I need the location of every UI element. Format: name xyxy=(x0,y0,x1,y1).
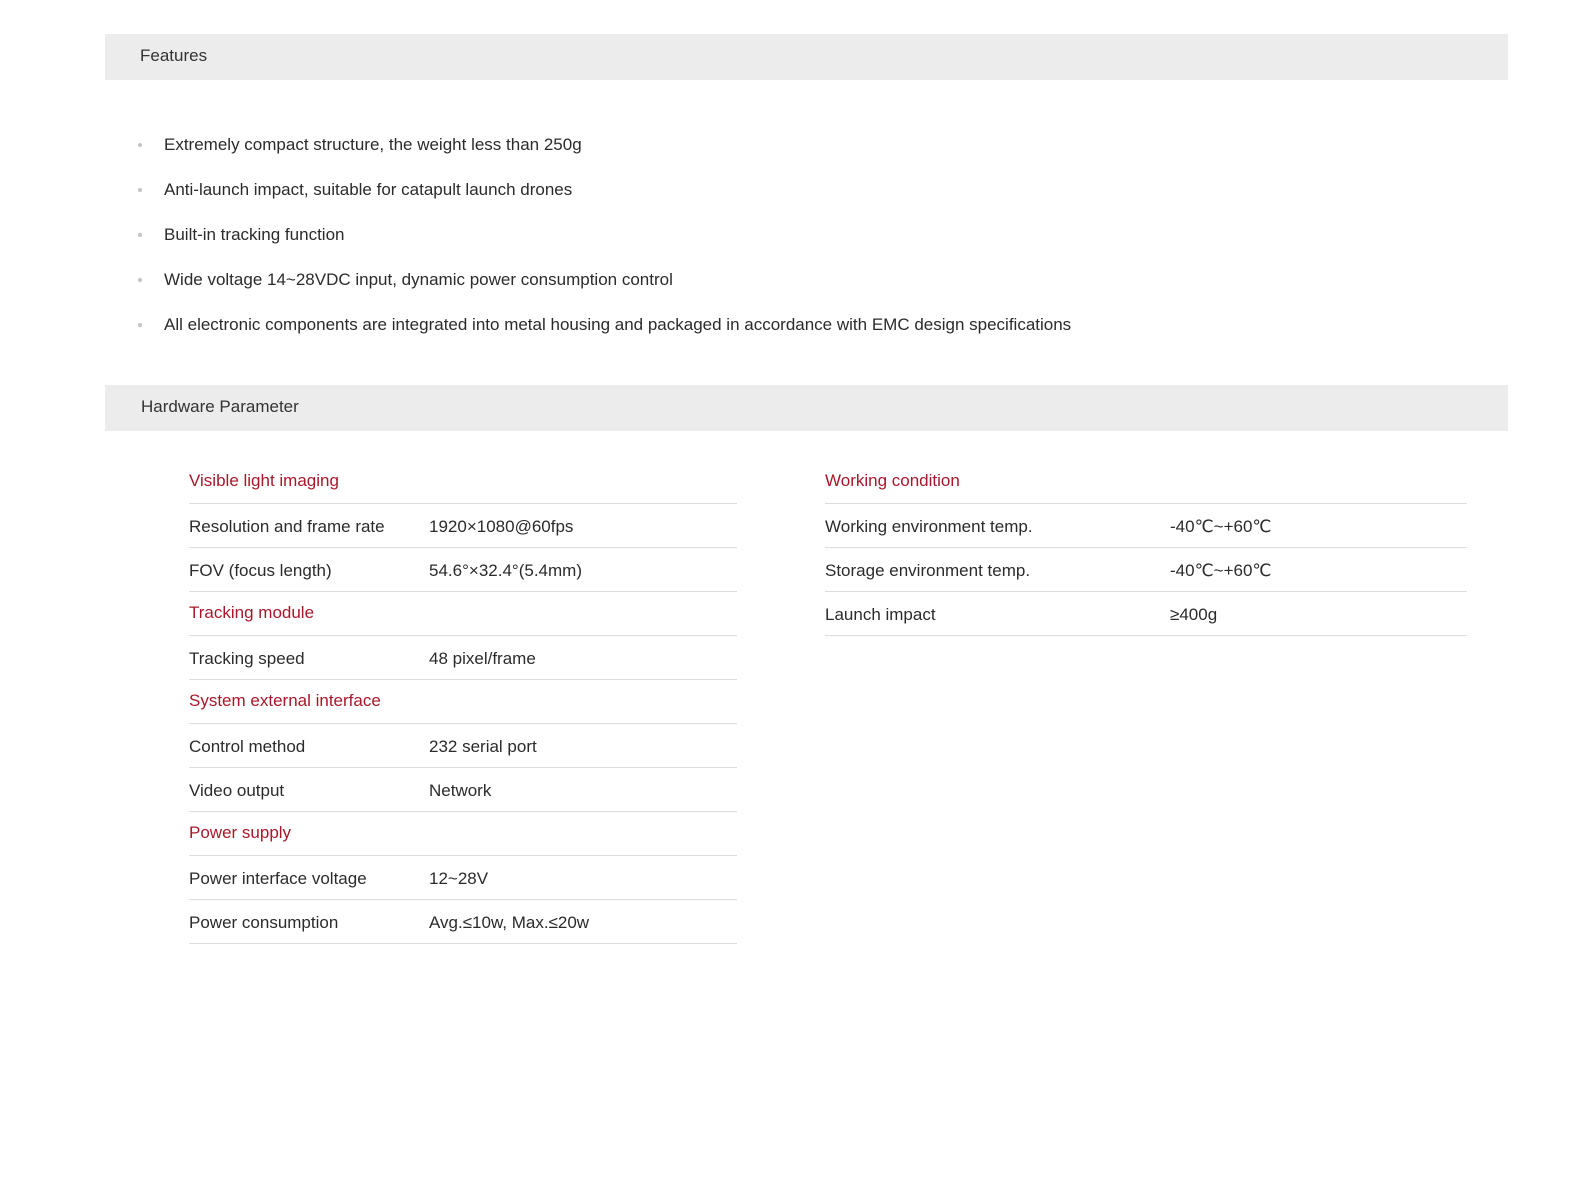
param-row xyxy=(825,504,1467,548)
param-label: Control method xyxy=(189,737,306,756)
features-list xyxy=(136,134,1071,359)
parameter-table-right xyxy=(825,460,1467,636)
param-label: Launch impact xyxy=(825,605,936,624)
param-label: Video output xyxy=(189,781,285,800)
group-header-external-interface xyxy=(189,680,737,724)
feature-item xyxy=(136,269,1071,314)
feature-text: All electronic components are integrated into metal housing and packaged in accordance with EMC design specifications xyxy=(164,315,1072,334)
features-title: Features xyxy=(140,46,208,65)
group-title: Working condition xyxy=(825,471,960,490)
param-row xyxy=(189,768,737,812)
bullet-icon xyxy=(138,188,142,192)
param-value: Network xyxy=(429,781,492,800)
param-row xyxy=(189,636,737,680)
param-row xyxy=(189,856,737,900)
param-row xyxy=(189,548,737,592)
param-value: 1920×1080@60fps xyxy=(429,517,574,536)
param-value: 54.6°×32.4°(5.4mm) xyxy=(429,561,582,580)
param-label: Working environment temp. xyxy=(825,517,1033,536)
feature-item xyxy=(136,134,1071,179)
param-label: Power consumption xyxy=(189,913,339,932)
param-label: FOV (focus length) xyxy=(189,561,332,580)
bullet-icon xyxy=(138,278,142,282)
param-value: 232 serial port xyxy=(429,737,537,756)
param-label: Tracking speed xyxy=(189,649,305,668)
bullet-icon xyxy=(138,323,142,327)
parameter-table-left xyxy=(189,460,737,944)
feature-text: Extremely compact structure, the weight less than 250g xyxy=(164,135,582,154)
group-title: Visible light imaging xyxy=(189,471,339,490)
group-title: Tracking module xyxy=(189,603,315,622)
param-value: -40℃~+60℃ xyxy=(1170,561,1272,580)
group-title: Power supply xyxy=(189,823,292,842)
feature-text: Built-in tracking function xyxy=(164,225,345,244)
param-label: Resolution and frame rate xyxy=(189,517,385,536)
param-value: 48 pixel/frame xyxy=(429,649,536,668)
param-row xyxy=(825,548,1467,592)
group-title: System external interface xyxy=(189,691,381,710)
param-label: Storage environment temp. xyxy=(825,561,1031,580)
hardware-section-header xyxy=(105,385,1508,431)
group-header-visible-light xyxy=(189,460,737,504)
group-header-power-supply xyxy=(189,812,737,856)
param-value: 12~28V xyxy=(429,869,489,888)
feature-item xyxy=(136,224,1071,269)
param-label: Power interface voltage xyxy=(189,869,367,888)
group-header-tracking xyxy=(189,592,737,636)
feature-text: Wide voltage 14~28VDC input, dynamic power consumption control xyxy=(164,270,673,289)
feature-item xyxy=(136,179,1071,224)
features-section-header xyxy=(105,34,1508,80)
feature-text: Anti-launch impact, suitable for catapult launch drones xyxy=(164,180,573,199)
bullet-icon xyxy=(138,143,142,147)
param-value: Avg.≤10w, Max.≤20w xyxy=(429,913,590,932)
param-row xyxy=(825,592,1467,636)
param-row xyxy=(189,504,737,548)
group-header-working-condition xyxy=(825,460,1467,504)
hardware-title: Hardware Parameter xyxy=(141,397,299,416)
param-value: ≥400g xyxy=(1170,605,1218,624)
param-row xyxy=(189,900,737,944)
bullet-icon xyxy=(138,233,142,237)
feature-item xyxy=(136,314,1071,359)
param-value: -40℃~+60℃ xyxy=(1170,517,1272,536)
param-row xyxy=(189,724,737,768)
